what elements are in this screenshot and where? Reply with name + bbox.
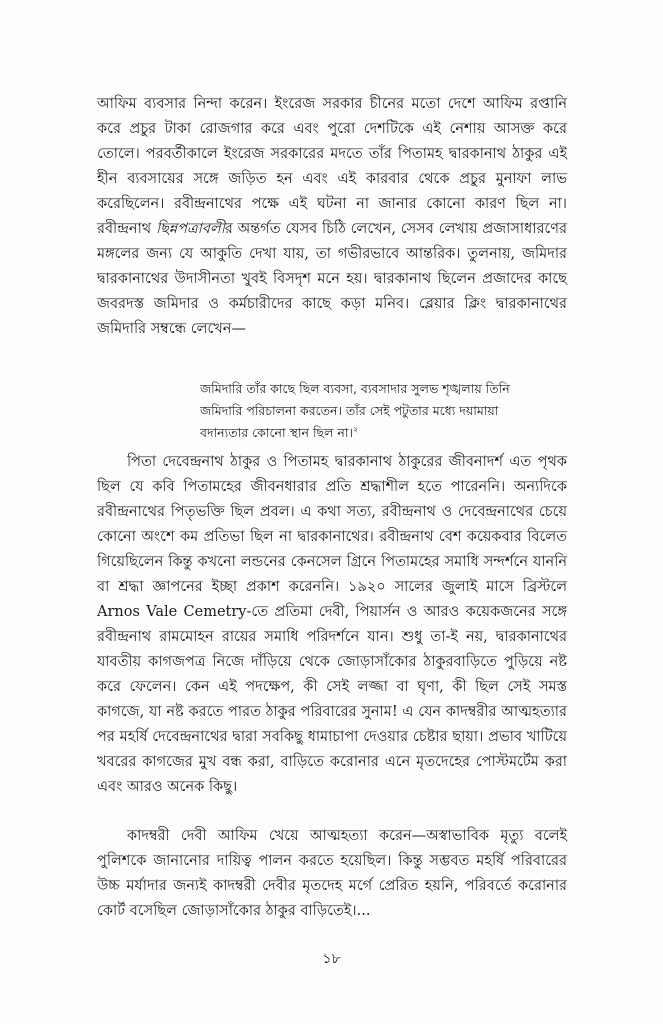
paragraph-3: কাদম্বরী দেবী আফিম খেয়ে আত্মহত্যা করেন—অস্বাভাবিক মৃত্যু বলেই পুলিশকে জানানোর দায়িত্ব পালন করতে হয়েছিল। কিন্তু সম্ভবত মহর্ষি পরিবারের উচ্চ মর্যাদার জন্যই কাদম্বরী দেবীর মৃতদেহ মর্গে প্রেরিত হয়নি, পরিবর্তে করোনার কোর্ট বসেছিল জোড়াসাঁকোর ঠাকুর বাড়িতেই।... bbox=[97, 828, 567, 919]
paragraph-1-text-b: র অন্তর্গত যেসব চিঠি লেখেন, সেসব লেখায় প্রজাসাধারণের মঙ্গলের জন্য যে আকুতি দেখা যায়, তা গভীরভাবে আন্তরিক। তুলনায়, জমিদার দ্বারকানাথের উদাসীনতা খুবই বিসদৃশ মনে হয়। দ্বারকানাথ ছিলেন প্রজাদের কাছে জবরদস্ত জমিদার ও কর্মচারীদের কাছে কড়া মনিব। ব্লেয়ার ক্লিং দ্বারকানাথের জমিদারি সম্বন্ধে লেখেন— bbox=[97, 221, 567, 337]
paragraph-1 bbox=[97, 92, 567, 342]
paragraph-1-text-a: আফিম ব্যবসার নিন্দা করেন। ইংরেজ সরকার চীনের মতো দেশে আফিম রপ্তানি করে প্রচুর টাকা রোজগার করে এবং পুরো দেশটিকে এই নেশায় আসক্ত করে তোলে। পরবর্তীকালে ইংরেজ সরকারের মদতে তাঁর পিতামহ দ্বারকানাথ ঠাকুর এই হীন ব্যবসায়ের সঙ্গে জড়িত হন এবং এই কারবার থেকে প্রচুর মুনাফা লাভ করেছিলেন। রবীন্দ্রনাথের পক্ষে এই ঘটনা না জানার কোনো কারণ ছিল না। রবীন্দ্রনাথ bbox=[97, 96, 567, 237]
paragraph-2: পিতা দেবেন্দ্রনাথ ঠাকুর ও পিতামহ দ্বারকানাথ ঠাকুরের জীবনাদর্শ এত পৃথক ছিল যে কবি পিতামহের জীবনধারার প্রতি শ্রদ্ধাশীল হতে পারেননি। অন্যদিকে রবীন্দ্রনাথের পিতৃভক্তি ছিল প্রবল। এ কথা সত্য, রবীন্দ্রনাথ ও দেবেন্দ্রনাথের চেয়ে কোনো অংশে কম প্রতিভা ছিল না দ্বারকানাথের। রবীন্দ্রনাথ বেশ কয়েকবার বিলেত গিয়েছিলেন কিন্তু কখনো লন্ডনের কেনসেল গ্রিনে পিতামহের সমাধি সন্দর্শনে যাননি বা শ্রদ্ধা জ্ঞাপনের ইচ্ছা প্রকাশ করেননি। ১৯২০ সালের জুলাই মাসে ব্রিস্টলে Arnos Vale Cemetry-তে প্রতিমা দেবী, পিয়ার্সন ও আরও কয়েকজনের সঙ্গে রবীন্দ্রনাথ রামমোহন রায়ের সমাধি পরিদর্শনে যান। শুধু তা-ই নয়, দ্বারকানাথের যাবতীয় কাগজপত্র নিজে দাঁড়িয়ে থেকে জোড়াসাঁকোর ঠাকুরবাড়িতে পুড়িয়ে নষ্ট করে ফেলেন। কেন এই পদক্ষেপ, কী সেই লজ্জা বা ঘৃণা, কী ছিল সেই সমস্ত কাগজে, যা নষ্ট করতে পারত ঠাকুর পরিবারের সুনাম! এ যেন কাদম্বরীর আত্মহত্যার পর মহর্ষি দেবেন্দ্রনাথের দ্বারা সবকিছু ধামাচাপা দেওয়ার চেষ্টার ছায়া। প্রভাব খাটিয়ে খবরের কাগজের মুখ বন্ধ করা, বাড়িতে করোনার এনে মৃতদেহের পোস্টমর্টেম করা এবং আরও অনেক কিছু। bbox=[97, 454, 567, 795]
quote-text: জমিদারি তাঁর কাছে ছিল ব্যবসা, ব্যবসাদার সুলভ শৃঙ্খলায় তিনি জমিদারি পরিচালনা করতেন। তাঁর সেই পটুতার মধ্যে দয়ামায়া বদান্যতার কোনো স্থান ছিল না। bbox=[200, 381, 510, 440]
block-quote bbox=[200, 378, 550, 444]
page-number: ১৮ bbox=[322, 951, 341, 967]
book-title: ছিন্নপত্রাবলী bbox=[155, 221, 225, 237]
footnote-mark: ২ bbox=[352, 424, 359, 434]
